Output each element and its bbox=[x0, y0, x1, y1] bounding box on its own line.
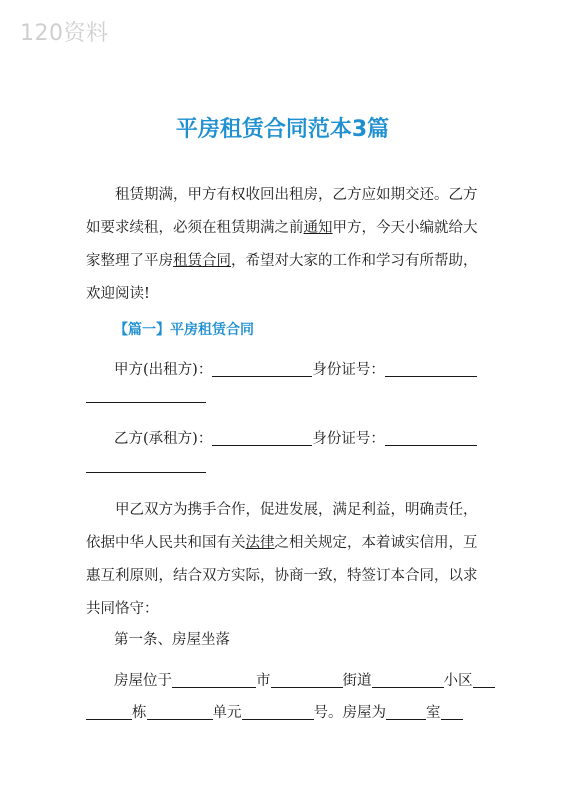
building-blank-start bbox=[473, 671, 495, 688]
community-label: 小区 bbox=[443, 673, 473, 689]
agreement-text-1: 甲乙双方为携手合作，促进发展，满足利益，明确责任，依据中华人民共和国有关 bbox=[86, 502, 478, 551]
intro-text-2: 甲方，今天小编就给大家整理了平房 bbox=[86, 220, 478, 269]
street-label: 街道 bbox=[342, 673, 372, 689]
watermark: 120资料 bbox=[20, 21, 109, 46]
party-b-name-blank bbox=[212, 429, 312, 446]
party-b-id-label: 身份证号： bbox=[312, 431, 385, 447]
law-link[interactable]: 法律 bbox=[245, 535, 275, 551]
city-label: 市 bbox=[256, 673, 271, 689]
party-a-id-blank bbox=[385, 360, 477, 377]
lease-contract-link[interactable]: 租赁合同 bbox=[173, 253, 231, 269]
unit-blank bbox=[147, 703, 213, 720]
intro-paragraph bbox=[86, 179, 478, 311]
street-blank bbox=[271, 671, 343, 688]
rooms-blank bbox=[386, 703, 426, 720]
article-1-title: 第一条、房屋坐落 bbox=[114, 632, 230, 648]
notice-link[interactable]: 通知 bbox=[303, 220, 333, 236]
unit-label: 单元 bbox=[212, 705, 242, 721]
party-b-id-blank-cont bbox=[86, 472, 206, 473]
party-a-name-blank bbox=[212, 360, 312, 377]
party-a-label: 甲方(出租方)： bbox=[114, 362, 213, 378]
party-b-label: 乙方(承租方)： bbox=[114, 431, 213, 447]
city-blank bbox=[172, 671, 256, 688]
agreement-text-2: 之相关规定，本着诚实信用，互惠互利原则，结合双方实际，协商一致，特签订本合同，以求共同恪守： bbox=[86, 535, 478, 617]
party-b-line bbox=[114, 427, 477, 451]
agreement-paragraph bbox=[86, 494, 478, 626]
rooms-label: 室 bbox=[426, 705, 441, 721]
address-line-1 bbox=[114, 669, 495, 693]
party-a-id-blank-cont bbox=[86, 402, 206, 403]
building-label: 栋 bbox=[132, 705, 147, 721]
page-title: 平房租赁合同范本3篇 bbox=[175, 117, 390, 142]
halls-blank-start bbox=[441, 703, 463, 720]
number-label: 号。房屋为 bbox=[313, 705, 386, 721]
intro-text-3: ，希望对大家的工作和学习有所帮助，欢迎阅读! bbox=[86, 253, 478, 302]
address-line-2 bbox=[86, 701, 463, 725]
intro-text-1: 租赁期满，甲方有权收回出租房，乙方应如期交还。乙方如要求续租，必须在租赁期满之前 bbox=[86, 187, 478, 236]
building-blank bbox=[86, 703, 132, 720]
number-blank bbox=[242, 703, 314, 720]
party-a-id-label: 身份证号： bbox=[312, 362, 385, 378]
community-blank bbox=[372, 671, 444, 688]
section-heading: 【篇一】平房租赁合同 bbox=[114, 322, 254, 338]
party-a-line bbox=[114, 358, 477, 382]
located-at-label: 房屋位于 bbox=[114, 673, 172, 689]
party-b-id-blank bbox=[385, 429, 477, 446]
